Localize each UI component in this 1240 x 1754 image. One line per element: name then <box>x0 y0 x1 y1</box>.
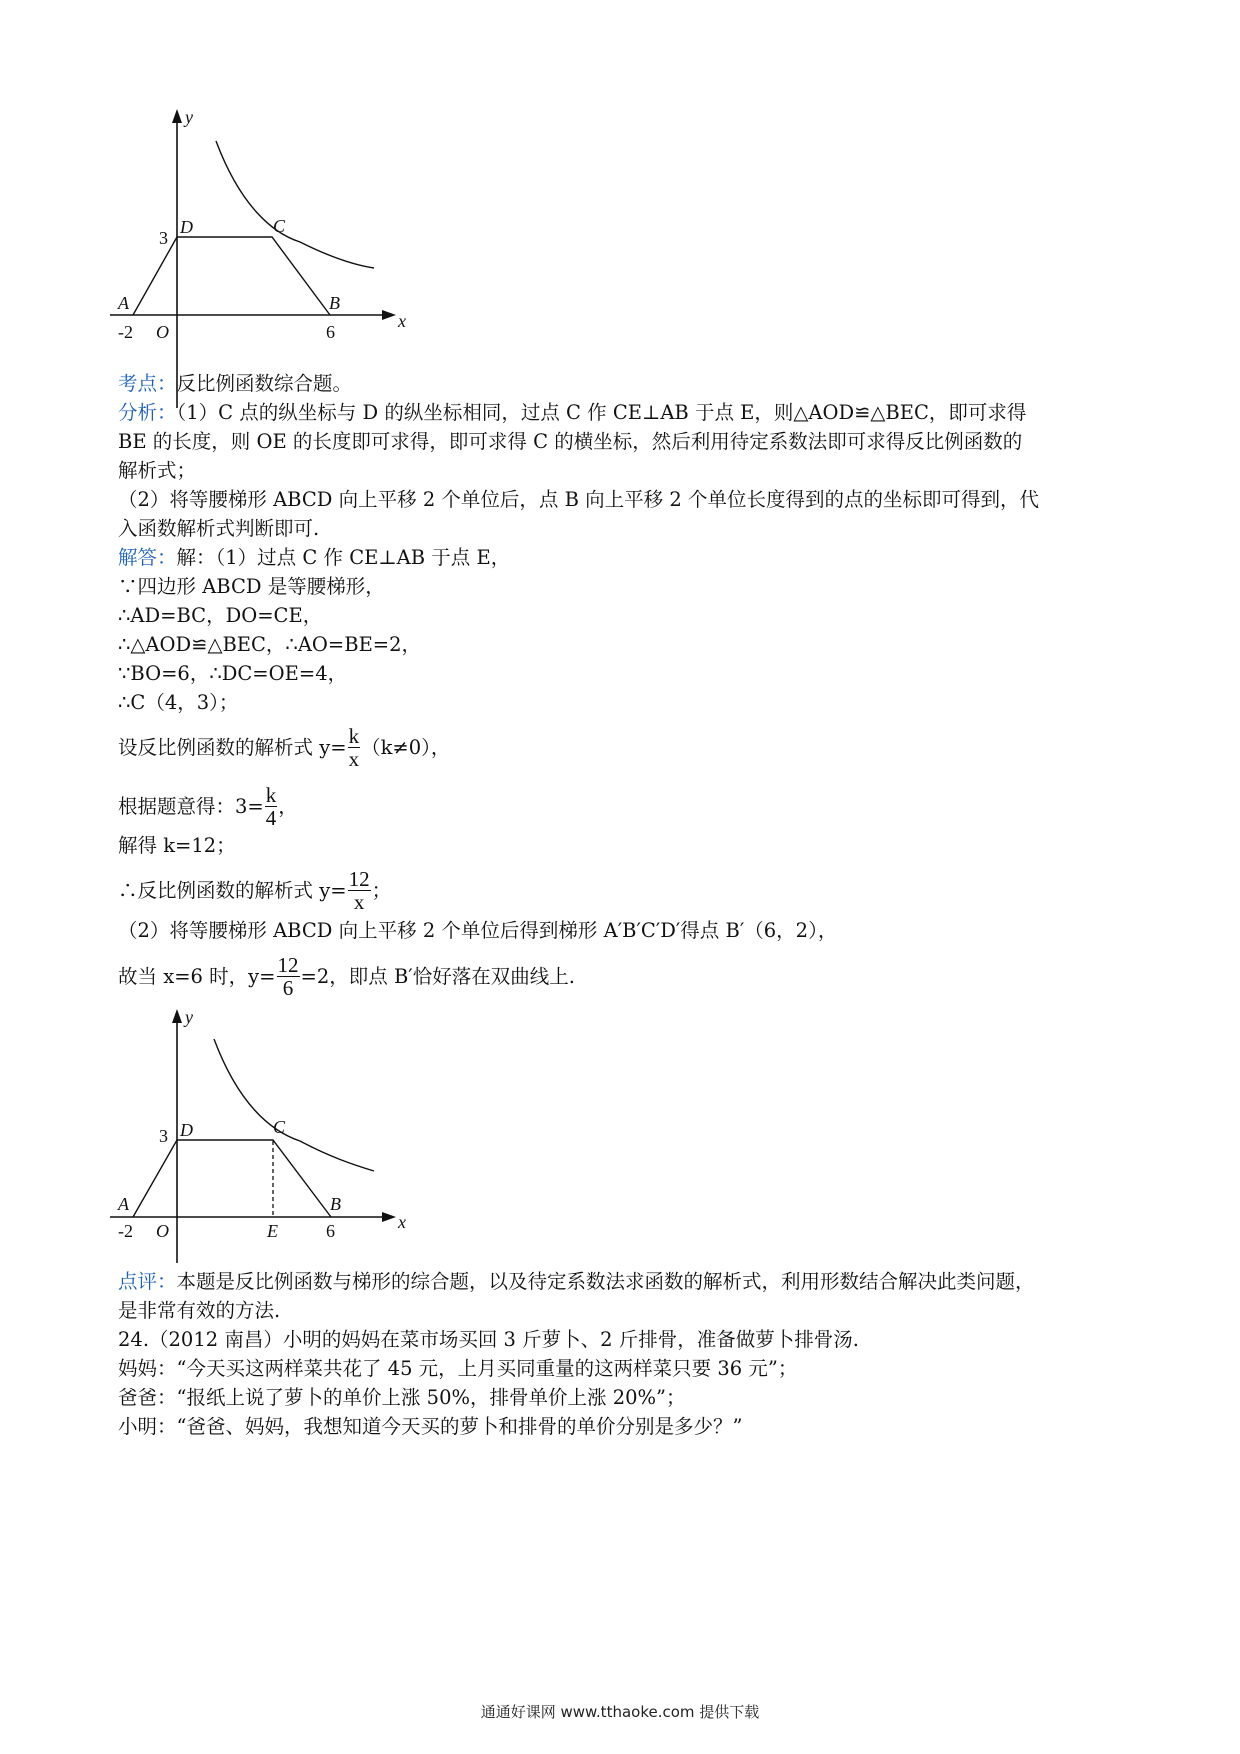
label-3: 3 <box>159 228 168 248</box>
jieda-line-3: ∴AD=BC，DO=CE， <box>118 604 323 627</box>
dianping-tag: 点评： <box>118 1270 177 1293</box>
frac-num: k <box>265 783 277 807</box>
label-6: 6 <box>326 322 335 342</box>
jieda-line-6: ∴C（4，3）； <box>118 691 239 714</box>
hyperbola-curve <box>216 141 374 268</box>
frac-den: x <box>348 747 360 771</box>
jieda-12-pre: 故当 x=6 时，y= <box>118 965 276 988</box>
figure-1-svg <box>110 105 430 415</box>
label-3: 3 <box>159 1126 168 1146</box>
jieda-7-pre: 设反比例函数的解析式 y= <box>118 736 347 759</box>
jieda-line-9: 解得 k=12； <box>118 834 236 857</box>
frac-num: 12 <box>277 953 299 977</box>
jieda-7-post: （k≠0）， <box>361 736 451 759</box>
jieda-line-1 <box>118 546 1128 570</box>
jieda-line-11: （2）将等腰梯形 ABCD 向上平移 2 个单位后得到梯形 A′B′C′D′得点 B′（6，2）， <box>118 919 838 942</box>
figure-1 <box>110 105 430 415</box>
dianping-line-2: 是非常有效的方法. <box>118 1299 281 1322</box>
figure-2 <box>110 1005 430 1267</box>
jieda-line-2: ∵四边形 ABCD 是等腰梯形， <box>118 575 385 598</box>
jieda-10-post: ； <box>371 879 392 902</box>
label-neg2: -2 <box>118 322 133 342</box>
jieda-8-post: ， <box>278 795 298 818</box>
jieda-12-post: =2，即点 B′恰好落在双曲线上. <box>300 965 575 988</box>
q24-title: 24.（2012 南昌）小明的妈妈在菜市场买回 3 斤萝卜、2 斤排骨，准备做萝卜排骨汤. <box>118 1328 859 1351</box>
jieda-line-5: ∵BO=6，∴DC=OE=4， <box>118 662 348 685</box>
fenxi-line-5: 入函数解析式判断即可. <box>118 517 320 540</box>
q24-mom: 妈妈：“今天买这两样菜共花了 45 元，上月买同重量的这两样菜只要 36 元”； <box>118 1357 798 1380</box>
label-B: B <box>330 1194 341 1214</box>
label-B: B <box>329 293 340 313</box>
fenxi-tag: 分析： <box>118 401 177 424</box>
kaodian-line <box>118 372 1128 396</box>
q24-dad: 爸爸：“报纸上说了萝卜的单价上涨 50%，排骨单价上涨 20%”； <box>118 1386 686 1409</box>
jieda-tag: 解答： <box>118 546 177 569</box>
x-axis-arrow <box>382 310 396 320</box>
trapezoid-abcd <box>133 237 330 315</box>
frac-num: 12 <box>348 867 370 891</box>
kaodian-tag: 考点： <box>118 372 177 395</box>
jieda-line-10 <box>118 869 1128 914</box>
label-C: C <box>273 1117 286 1137</box>
fenxi-text-1: （1）C 点的纵坐标与 D 的纵坐标相同，过点 C 作 CE⊥AB 于点 E，则△AOD≌△BEC，即可求得 <box>176 401 1027 424</box>
kaodian-text: 反比例函数综合题。 <box>176 372 353 395</box>
label-C: C <box>273 216 286 236</box>
fraction-12-over-6 <box>277 954 300 999</box>
frac-den: 4 <box>265 806 277 830</box>
figure-2-svg <box>110 1005 430 1267</box>
label-D: D <box>180 217 193 237</box>
frac-num: k <box>348 724 360 748</box>
label-y: y <box>185 107 193 127</box>
jieda-10-pre: ∴反比例函数的解析式 y= <box>118 879 347 902</box>
label-x: x <box>398 311 406 331</box>
label-O: O <box>156 322 169 342</box>
label-6: 6 <box>326 1221 335 1241</box>
label-x: x <box>398 1212 406 1232</box>
label-O: O <box>156 1221 169 1241</box>
frac-den: 6 <box>282 976 294 1000</box>
jieda-line-12 <box>118 955 1128 1000</box>
q24-xiaoming: 小明：“爸爸、妈妈，我想知道今天买的萝卜和排骨的单价分别是多少？” <box>118 1415 743 1438</box>
jieda-line-7 <box>118 726 1128 771</box>
jieda-text-1: 解：（1）过点 C 作 CE⊥AB 于点 E， <box>176 546 511 569</box>
hyperbola-curve <box>214 1039 374 1171</box>
x-axis-arrow <box>382 1212 396 1222</box>
trapezoid-abcd <box>133 1140 331 1217</box>
label-neg2: -2 <box>118 1221 133 1241</box>
fenxi-line-2: BE 的长度，则 OE 的长度即可求得，即可求得 C 的横坐标，然后利用待定系数法即可求得反比例函数的 <box>118 430 1023 453</box>
label-A: A <box>118 293 129 313</box>
label-D: D <box>180 1120 193 1140</box>
jieda-line-8 <box>118 785 1128 830</box>
label-y: y <box>185 1007 193 1027</box>
fraction-12-over-x <box>348 868 371 913</box>
jieda-8-pre: 根据题意得：3= <box>118 795 264 818</box>
fraction-k-over-4 <box>265 784 278 829</box>
fenxi-line-3: 解析式； <box>118 459 197 482</box>
fenxi-line-4: （2）将等腰梯形 ABCD 向上平移 2 个单位后，点 B 向上平移 2 个单位长度得到的点的坐标即可得到，代 <box>118 488 1039 511</box>
fraction-k-over-x <box>348 725 361 770</box>
jieda-line-4: ∴△AOD≌△BEC，∴AO=BE=2， <box>118 633 422 656</box>
label-A: A <box>118 1194 129 1214</box>
y-axis-arrow <box>172 1009 182 1023</box>
page-footer: 通通好课网 www.tthaoke.com 提供下载 <box>480 1703 760 1721</box>
label-E: E <box>267 1221 278 1241</box>
y-axis-arrow <box>172 109 182 123</box>
dianping-line-1 <box>118 1270 1128 1294</box>
fenxi-line-1 <box>118 401 1128 425</box>
dianping-text-1: 本题是反比例函数与梯形的综合题，以及待定系数法求函数的解析式，利用形数结合解决此类问题， <box>176 1270 1035 1293</box>
frac-den: x <box>353 890 365 914</box>
